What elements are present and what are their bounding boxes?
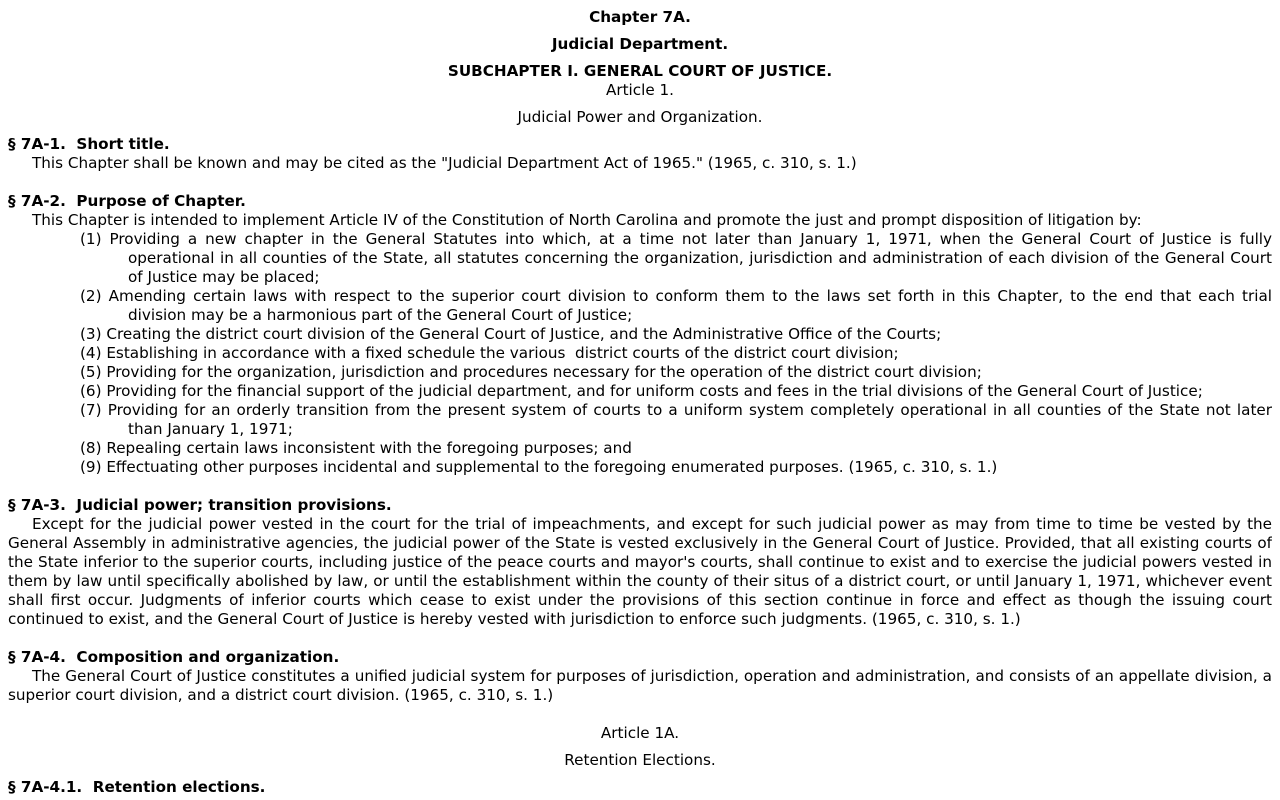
article-number: Article 1A. [600, 724, 680, 742]
list-item: (8) Repealing certain laws inconsistent with the foregoing purposes; and [80, 439, 632, 457]
section-heading-7a-4: § 7A-4. Composition and organization. [8, 648, 340, 666]
list-item: (4) Establishing in accordance with a fixed schedule the various district courts of the district court division; [80, 344, 899, 362]
department-title: Judicial Department. [551, 35, 729, 53]
chapter-title: Chapter 7A. [589, 8, 691, 26]
subchapter-title: SUBCHAPTER I. GENERAL COURT OF JUSTICE. [447, 62, 833, 80]
section-text-7a-3: Except for the judicial power vested in the court for the trial of impeachments, and except for such judicial power as may from time to time be vested by the General Assembly in administrative agencies, the judicial power of the State is vested exclusively in the General Court of Justice. Provided, that all existing courts of the State inferior to the superior courts, including justice of the peace courts and mayor's courts, shall continue to exist and to exercise the judicial powers vested in them by law until specifically abolished by law, or until the establishment within the county of their situs of a district court, or until January 1, 1971, whichever event shall first occur. Judgments of inferior courts which cease to exist under the provisions of this section continue in force and effect as though the issuing court continued to exist, and the General Court of Justice is hereby vested with jurisdiction to enforce such judgments. (1965, c. 310, s. 1.) [8, 515, 1272, 628]
statute-document [8, 0, 1272, 800]
list-item: (7) Providing for an orderly transition from the present system of courts to a uniform system completely operational in all counties of the State not later than January 1, 1971; [80, 401, 1272, 438]
section-heading-7a-1: § 7A-1. Short title. [8, 135, 170, 153]
purpose-list [8, 230, 1272, 477]
list-item: (6) Providing for the financial support of the judicial department, and for uniform costs and fees in the trial divisions of the General Court of Justice; [80, 382, 1203, 400]
section-heading-7a-2: § 7A-2. Purpose of Chapter. [8, 192, 246, 210]
section-heading-7a-4-1: § 7A-4.1. Retention elections. [8, 778, 266, 796]
article-title: Retention Elections. [564, 751, 716, 769]
article-title: Judicial Power and Organization. [517, 108, 763, 126]
list-item: (3) Creating the district court division of the General Court of Justice, and the Administrative Office of the Courts; [80, 325, 942, 343]
section-text-7a-1: This Chapter shall be known and may be cited as the "Judicial Department Act of 1965." (1965, c. 310, s. 1.) [32, 154, 857, 172]
article-number: Article 1. [605, 81, 675, 99]
list-item: (1) Providing a new chapter in the General Statutes into which, at a time not later than January 1, 1971, when the General Court of Justice is fully operational in all counties of the State, all statutes concerning the organization, jurisdiction and administration of each division of the General Court of Justice may be placed; [80, 230, 1272, 286]
article-1a-block [8, 724, 1272, 770]
section-heading-7a-3: § 7A-3. Judicial power; transition provisions. [8, 496, 392, 514]
list-item: (5) Providing for the organization, jurisdiction and procedures necessary for the operation of the district court division; [80, 363, 982, 381]
section-intro-7a-2: This Chapter is intended to implement Article IV of the Constitution of North Carolina and promote the just and prompt disposition of litigation by: [32, 211, 1142, 229]
section-text-7a-4: The General Court of Justice constitutes a unified judicial system for purposes of jurisdiction, operation and administration, and consists of an appellate division, a superior court division, and a district court division. (1965, c. 310, s. 1.) [8, 667, 1272, 704]
list-item: (9) Effectuating other purposes incidental and supplemental to the foregoing enumerated purposes. (1965, c. 310, s. 1.) [80, 458, 998, 476]
list-item: (2) Amending certain laws with respect to the superior court division to conform them to the laws set forth in this Chapter, to the end that each trial division may be a harmonious part of the General Court of Justice; [80, 287, 1272, 324]
